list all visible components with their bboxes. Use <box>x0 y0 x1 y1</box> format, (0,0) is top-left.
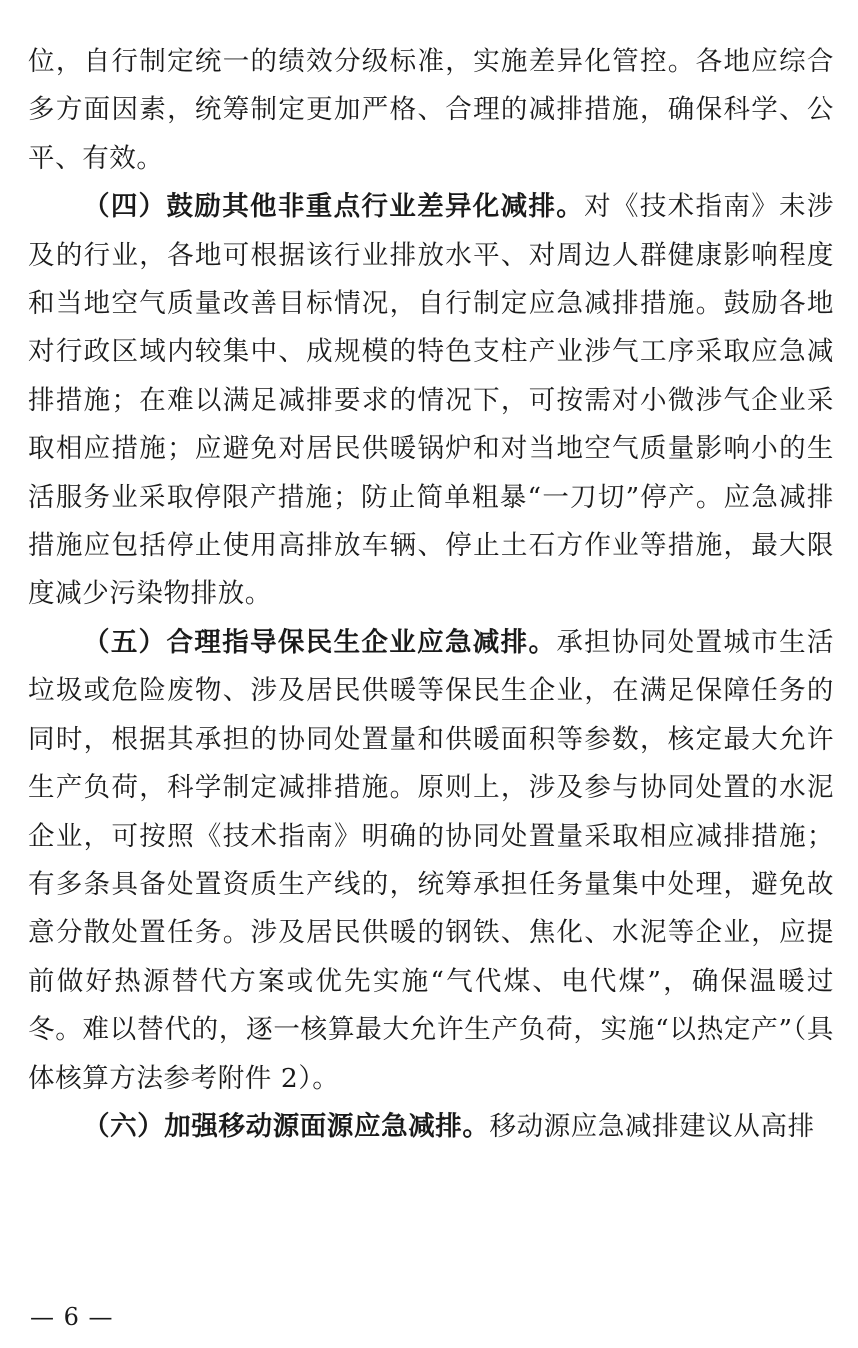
paragraph-section-5 <box>28 619 834 1103</box>
paragraph-body: 移动源应急减排建议从高排 <box>489 1110 815 1142</box>
paragraph-body: 位，自行制定统一的绩效分级标准，实施差异化管控。各地应综合多方面因素，统筹制定更加严格、合理的减排措施，确保科学、公平、有效。 <box>28 46 834 174</box>
page-number: — 6 — <box>30 1303 114 1331</box>
paragraph-section-4 <box>28 183 834 619</box>
section-heading: （五）合理指导保民生企业应急减排。 <box>83 626 557 658</box>
document-page <box>28 38 834 1151</box>
paragraph-section-6 <box>28 1103 834 1151</box>
section-heading: （六）加强移动源面源应急减排。 <box>83 1110 490 1142</box>
paragraph-body: 对《技术指南》未涉及的行业，各地可根据该行业排放水平、对周边人群健康影响程度和当地空气质量改善目标情况，自行制定应急减排措施。鼓励各地对行政区域内较集中、成规模的特色支柱产业涉气工序采取应急减排措施；在难以满足减排要求的情况下，可按需对小微涉气企业采取相应措施；应避免对居民供暖锅炉和对当地空气质量影响小的生活服务业采取停限产措施；防止简单粗暴“一刀切”停产。应急减排措施应包括停止使用高排放车辆、停止土石方作业等措施，最大限度减少污染物排放。 <box>28 191 834 610</box>
section-heading: （四）鼓励其他非重点行业差异化减排。 <box>83 191 585 223</box>
paragraph-continuation <box>28 38 834 183</box>
paragraph-body: 承担协同处置城市生活垃圾或危险废物、涉及居民供暖等保民生企业，在满足保障任务的同时，根据其承担的协同处置量和供暖面积等参数，核定最大允许生产负荷，科学制定减排措施。原则上，涉及参与协同处置的水泥企业，可按照《技术指南》明确的协同处置量采取相应减排措施；有多条具备处置资质生产线的，统筹承担任务量集中处理，避免故意分散处置任务。涉及居民供暖的钢铁、焦化、水泥等企业，应提前做好热源替代方案或优先实施“气代煤、电代煤”，确保温暖过冬。难以替代的，逐一核算最大允许生产负荷，实施“以热定产”（具体核算方法参考附件 2）。 <box>28 626 835 1094</box>
